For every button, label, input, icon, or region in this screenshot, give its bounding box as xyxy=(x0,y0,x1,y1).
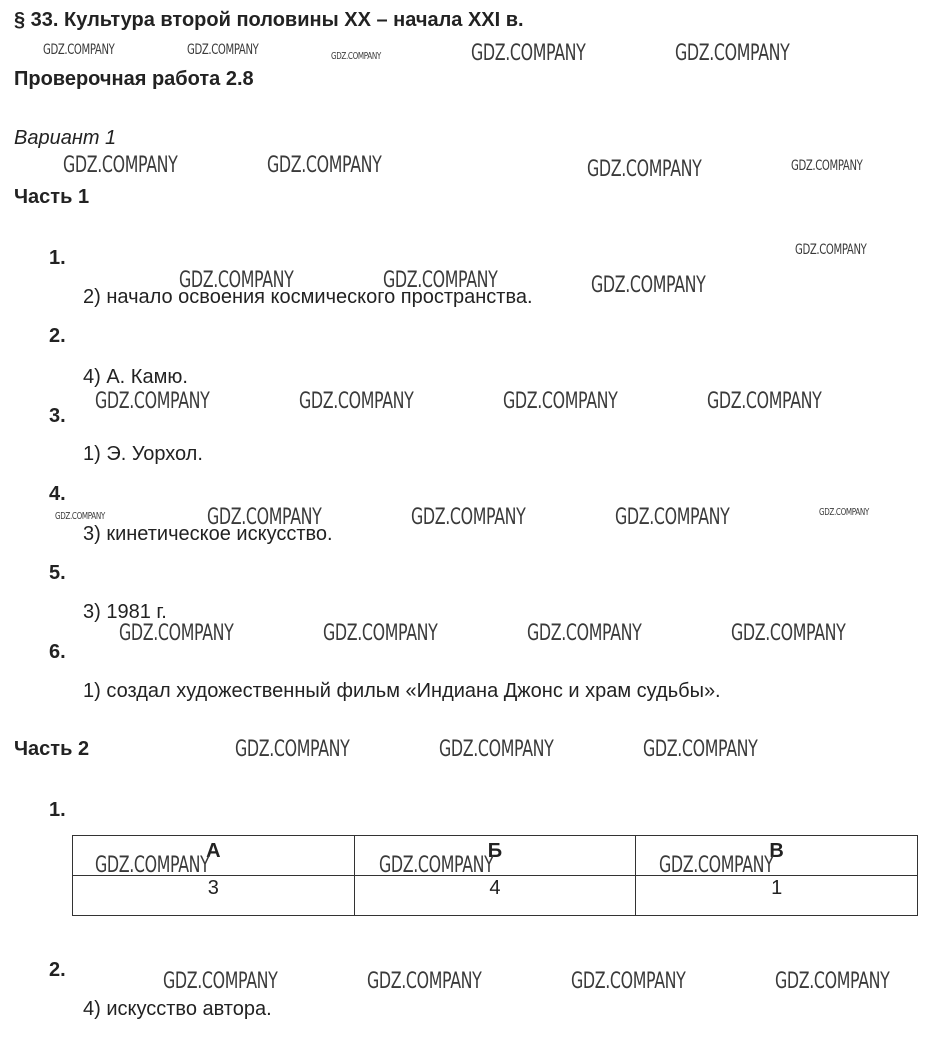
part-2-heading: Часть 2 xyxy=(14,738,90,760)
watermark: GDZ.COMPANY xyxy=(675,41,790,66)
question-number: 1. xyxy=(49,799,66,821)
watermark: GDZ.COMPANY xyxy=(819,507,869,518)
watermark: GDZ.COMPANY xyxy=(791,158,863,174)
variant-label: Вариант 1 xyxy=(14,127,117,149)
question-number: 3. xyxy=(49,405,66,427)
table-cell: 4 xyxy=(354,876,636,916)
watermark: GDZ.COMPANY xyxy=(55,511,105,522)
watermark: GDZ.COMPANY xyxy=(95,389,210,414)
answer-text: 3) 1981 г. xyxy=(83,601,167,623)
answer-text: 1) Э. Уорхол. xyxy=(83,443,203,465)
watermark: GDZ.COMPANY xyxy=(331,51,381,62)
question-number: 2. xyxy=(49,325,66,347)
watermark: GDZ.COMPANY xyxy=(659,853,774,878)
table-header-cell: А xyxy=(73,836,355,876)
watermark: GDZ.COMPANY xyxy=(267,153,382,178)
watermark: GDZ.COMPANY xyxy=(503,389,618,414)
watermark: GDZ.COMPANY xyxy=(379,853,494,878)
watermark: GDZ.COMPANY xyxy=(707,389,822,414)
watermark: GDZ.COMPANY xyxy=(471,41,586,66)
watermark: GDZ.COMPANY xyxy=(795,242,867,258)
table-cell: 1 xyxy=(636,876,918,916)
watermark: GDZ.COMPANY xyxy=(731,621,846,646)
watermark: GDZ.COMPANY xyxy=(643,737,758,762)
watermark: GDZ.COMPANY xyxy=(187,42,259,58)
watermark: GDZ.COMPANY xyxy=(571,969,686,994)
question-number: 1. xyxy=(49,247,66,269)
watermark: GDZ.COMPANY xyxy=(179,268,294,293)
question-number: 6. xyxy=(49,641,66,663)
question-number: 5. xyxy=(49,562,66,584)
watermark: GDZ.COMPANY xyxy=(95,853,210,878)
watermark: GDZ.COMPANY xyxy=(367,969,482,994)
watermark: GDZ.COMPANY xyxy=(587,157,702,182)
page-title: § 33. Культура второй половины XX – начала XXI в. xyxy=(14,9,524,31)
watermark: GDZ.COMPANY xyxy=(383,268,498,293)
watermark: GDZ.COMPANY xyxy=(323,621,438,646)
watermark: GDZ.COMPANY xyxy=(439,737,554,762)
answer-text: 1) создал художественный фильм «Индиана Джонс и храм судьбы». xyxy=(83,680,721,702)
table-header-cell: В xyxy=(636,836,918,876)
watermark: GDZ.COMPANY xyxy=(591,273,706,298)
watermark: GDZ.COMPANY xyxy=(775,969,890,994)
watermark: GDZ.COMPANY xyxy=(207,505,322,530)
table-header-cell: Б xyxy=(354,836,636,876)
answer-text: 2) начало освоения космического пространства. xyxy=(83,286,533,308)
watermark: GDZ.COMPANY xyxy=(43,42,115,58)
table-row xyxy=(73,876,918,916)
watermark: GDZ.COMPANY xyxy=(119,621,234,646)
watermark: GDZ.COMPANY xyxy=(163,969,278,994)
answer-text: 3) кинетическое искусство. xyxy=(83,523,333,545)
watermark: GDZ.COMPANY xyxy=(615,505,730,530)
question-number: 4. xyxy=(49,483,66,505)
watermark: GDZ.COMPANY xyxy=(235,737,350,762)
question-number: 2. xyxy=(49,959,66,981)
watermark: GDZ.COMPANY xyxy=(411,505,526,530)
watermark: GDZ.COMPANY xyxy=(299,389,414,414)
test-title: Проверочная работа 2.8 xyxy=(14,68,254,90)
part-1-heading: Часть 1 xyxy=(14,186,90,208)
answer-text: 4) А. Камю. xyxy=(83,366,188,388)
watermark: GDZ.COMPANY xyxy=(63,153,178,178)
answer-text: 4) искусство автора. xyxy=(83,998,272,1020)
watermark: GDZ.COMPANY xyxy=(527,621,642,646)
table-cell: 3 xyxy=(73,876,355,916)
